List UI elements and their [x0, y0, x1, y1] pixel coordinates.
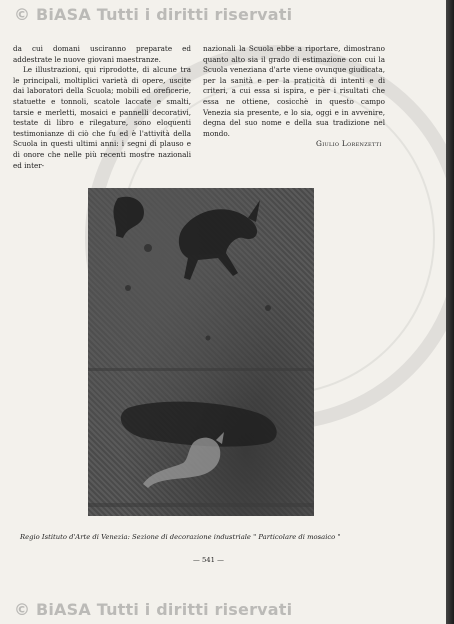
paragraph: da cui domani usciranno preparate ed addestrate le nuove giovani maestranze.	[13, 44, 191, 64]
mosaic-photograph	[88, 188, 314, 516]
mosaic-figures-illustration	[88, 188, 314, 516]
watermark-top: © BiASA Tutti i diritti riservati	[14, 5, 293, 24]
photo-caption: Regio Istituto d'Arte di Venezia: Sezione di decorazione industriale " Particolare di mosaico "	[20, 533, 341, 541]
page-number: — 541 —	[193, 556, 224, 564]
text-column-right	[203, 44, 385, 139]
author-signature: Giulio Lorenzetti	[316, 139, 382, 148]
paragraph: nazionali la Scuola ebbe a riportare, dimostrano quanto alto sia il grado di estimazione con cui la Scuola veneziana d'arte viene ovunque giudicata, per la sanità e per la praticità di intenti e di criteri, a cui essa si ispira, e per i risultati che essa ne ottiene, cosicchè in questo campo Venezia sia presente, e lo sia, oggi e in avvenire, degna del suo nome e della sua tradizione nel mondo.	[203, 44, 385, 138]
paragraph: Le illustrazioni, qui riprodotte, di alcune tra le principali, moltiplici varietà di opere, uscite dai laboratori della Scuola; mobili ed oreficerie, statuette e tonnoli, scatole laccate e smalti, tarsie e merletti, mosaici e pannelli decorativi, testate di libro e rilegature, sono eloquenti testimonianze di ciò che fu ed è l'attività della Scuola in questi ultimi anni: i segni di plauso e di onore che nelle più recenti mostre nazionali ed inter-	[13, 65, 191, 170]
text-column-left	[13, 44, 191, 171]
page-edge-shadow	[446, 0, 454, 624]
watermark-bottom: © BiASA Tutti i diritti riservati	[14, 600, 293, 619]
